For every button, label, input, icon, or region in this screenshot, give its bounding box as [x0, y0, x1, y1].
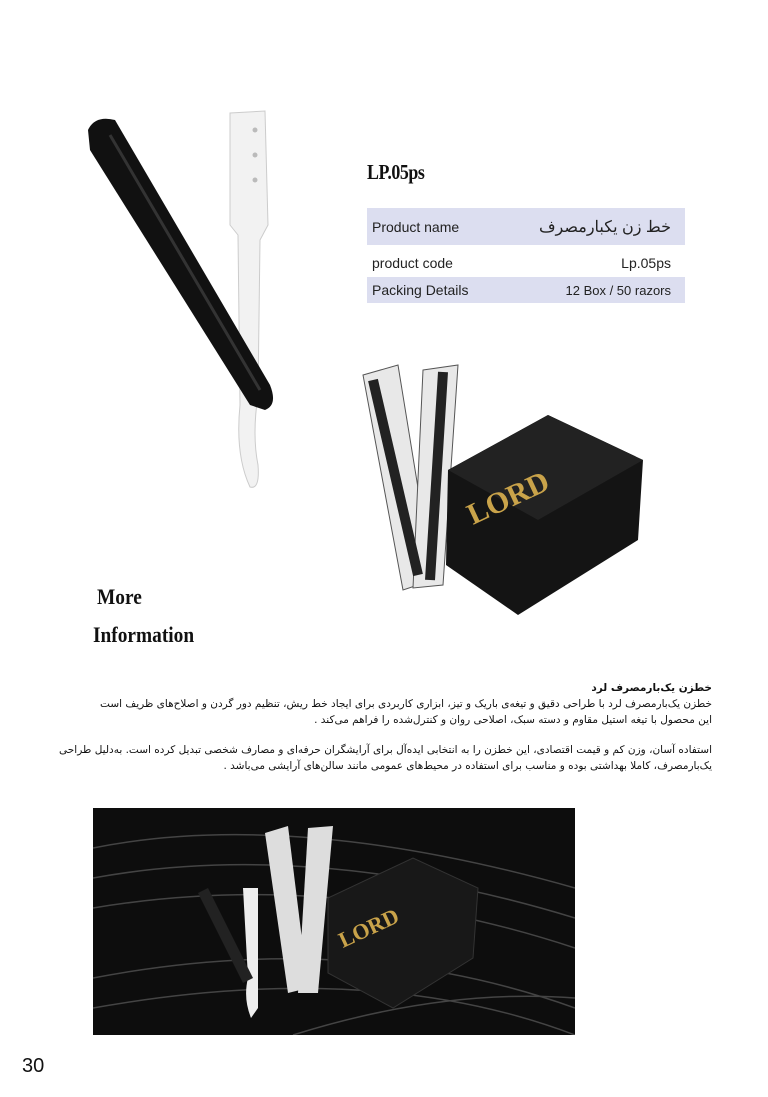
description: [59, 680, 712, 774]
razor-product-image: [80, 105, 280, 495]
table-row-product-code: [367, 250, 685, 276]
more-label: More: [97, 584, 142, 609]
information-label: Information: [93, 622, 195, 647]
row-value: خط زن یکبارمصرف: [538, 218, 671, 236]
row-label: Packing Details: [372, 282, 469, 298]
table-row-packing: [367, 277, 685, 303]
description-line: این محصول با تیغه استیل مقاوم و دسته سبک، اصلاحی روان و کنترل‌شده را فراهم می‌کند .: [314, 714, 712, 726]
description-heading: خطزن یک‌بارمصرف لرد: [591, 682, 712, 694]
packaging-image: [358, 360, 648, 620]
row-value: Lp.05ps: [621, 255, 671, 271]
product-title: LP.05ps: [367, 160, 425, 184]
row-value: 12 Box / 50 razors: [565, 282, 671, 298]
table-row-product-name: [367, 208, 685, 245]
row-label: product code: [372, 255, 453, 271]
svg-text:LORD: LORD: [334, 903, 403, 953]
description-line: یک‌بارمصرف، کاملا بهداشتی بوده و مناسب برای استفاده در محیط‌های عمومی مانند سالن‌های آرایشی می‌باشد .: [223, 760, 712, 772]
page-number: 30: [22, 1055, 45, 1077]
product-lifestyle-photo: [93, 808, 575, 1035]
description-line: خطزن یک‌بارمصرف لرد با طراحی دقیق و تیغه‌ی باریک و تیز، ابزاری کاربردی برای ایجاد خط ریش، تنظیم دور گردن و اصلاح‌های ظریف است: [100, 698, 712, 710]
brand-logo: LORD: [462, 464, 555, 532]
row-label: Product name: [372, 218, 460, 235]
description-line: استفاده آسان، وزن کم و قیمت اقتصادی، این خطزن را به انتخابی ایده‌آل برای آرایشگران حرفه‌ای و مصارف شخصی تبدیل کرده است. به‌دلیل طراحی: [59, 744, 712, 756]
